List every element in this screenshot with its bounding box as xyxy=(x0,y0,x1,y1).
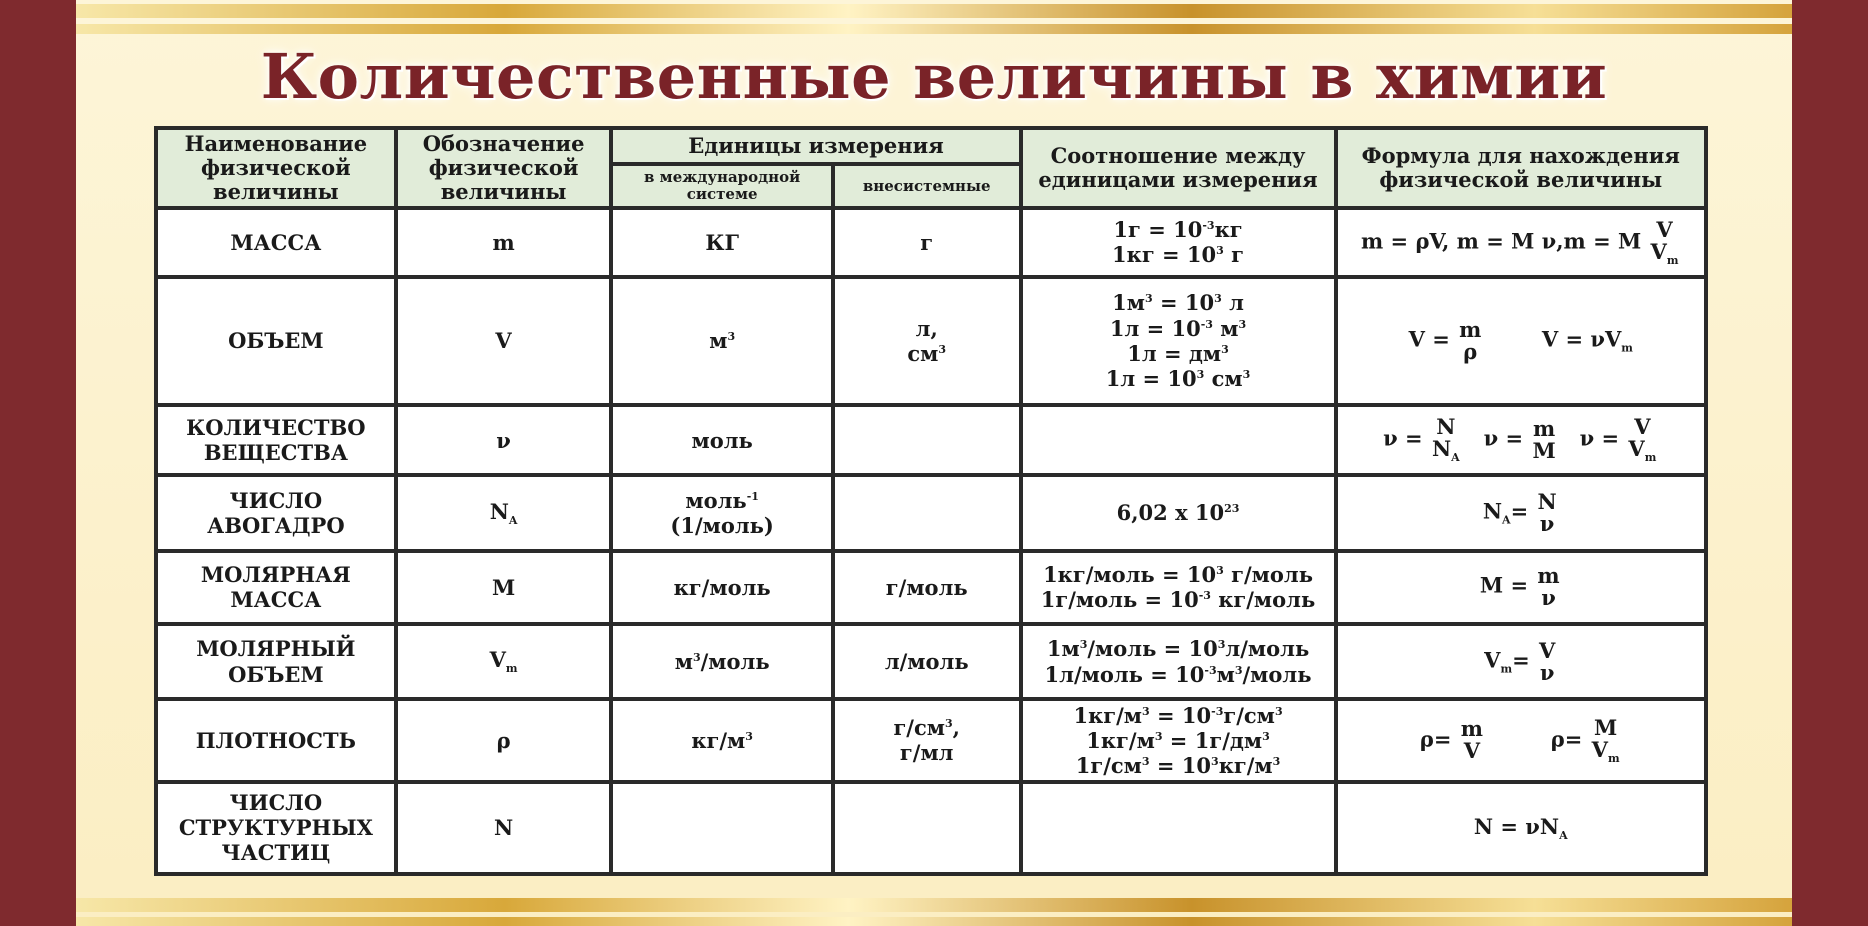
row-relation: $1г = 10^{-3}кг$ $1кг = 10^3$ г xyxy=(1021,208,1336,276)
row-relation: $1кг/м^3 = 10^{-3}г/см^3$ $1кг/м^3 = 1г/дм^3$ $1г/см^3 = 10^3кг/м^3$ xyxy=(1021,699,1336,781)
row-formula: m = ρV, m = M ν,m = M V $V_m$ xyxy=(1336,208,1706,276)
row-name: ОБЪЕМ xyxy=(156,277,396,406)
row-formula: $N_A=$ N ν xyxy=(1336,475,1706,550)
bottom-gold-stripe xyxy=(76,898,1792,912)
row-nonsi-line1: л, xyxy=(915,315,938,341)
row-name-line: ЧИСЛО xyxy=(229,487,323,513)
row-name-line: ОБЪЕМ xyxy=(228,661,324,687)
row-symbol: N xyxy=(396,782,612,874)
header-units-nonsi: внесистемные xyxy=(833,164,1021,208)
row-relation: 6,02 x $10^{23}$ xyxy=(1021,475,1336,550)
row-name-line: ЧИСЛО xyxy=(229,790,323,815)
header-relation: Соотношение между единицами измерения xyxy=(1021,128,1336,208)
row-relation: $1м^3$/моль = $10^3л$/моль 1л/моль = $10^{-3}м^3$/моль xyxy=(1021,624,1336,699)
table-row xyxy=(156,277,1706,406)
row-symbol: ν xyxy=(396,405,612,475)
row-si: кг/моль xyxy=(611,551,832,624)
row-nonsi: л, $см^3$ xyxy=(833,277,1021,406)
row-formula: M = m ν xyxy=(1336,551,1706,624)
row-relation xyxy=(1021,782,1336,874)
row-name xyxy=(156,624,396,699)
header-row xyxy=(156,128,1706,164)
row-si xyxy=(611,782,832,874)
row-name-line: ЧАСТИЦ xyxy=(221,840,331,866)
row-si: моль xyxy=(611,405,832,475)
row-symbol: $N_A$ xyxy=(396,475,612,550)
row-si: $м^3$/моль xyxy=(611,624,832,699)
row-name-line: МАССА xyxy=(230,587,322,613)
row-relation: 1кг/моль = $10^3$ г/моль 1г/моль = $10^{-3}$ кг/моль xyxy=(1021,551,1336,624)
row-nonsi: $г/см^3$, г/мл xyxy=(833,699,1021,781)
row-name xyxy=(156,551,396,624)
row-formula: $V_m=$ V ν xyxy=(1336,624,1706,699)
row-name: ПЛОТНОСТЬ xyxy=(156,699,396,781)
quantities-table xyxy=(154,126,1708,876)
row-nonsi: г/моль xyxy=(833,551,1021,624)
table-row xyxy=(156,699,1706,781)
row-si-line2: (1/моль) xyxy=(670,513,774,539)
row-nonsi: л/моль xyxy=(833,624,1021,699)
row-nonsi xyxy=(833,405,1021,475)
row-relation xyxy=(1021,405,1336,475)
table-row xyxy=(156,208,1706,276)
row-relation: $1м^3 = 10^3$ л $1л = 10^{-3}$ $м^3$ $1л = дм^3$ $1л = 10^3$ $см^3$ xyxy=(1021,277,1336,406)
poster-title: Количественные величины в химии xyxy=(260,40,1608,113)
row-symbol: m xyxy=(396,208,612,276)
row-name-line: МОЛЯРНАЯ xyxy=(200,562,351,588)
row-name-line: КОЛИЧЕСТВО xyxy=(186,415,366,441)
row-nonsi-line2: г/мл xyxy=(899,740,954,766)
row-si: $кг/м^3$ xyxy=(611,699,832,781)
row-si: $м^3$ xyxy=(611,277,832,406)
table-row xyxy=(156,475,1706,550)
header-symbol: Обозначение физической величины xyxy=(396,128,612,208)
table-row xyxy=(156,551,1706,624)
row-name-line: АВОГАДРО xyxy=(207,513,345,539)
top-gold-stripe-2 xyxy=(76,24,1792,34)
row-name xyxy=(156,475,396,550)
row-name xyxy=(156,405,396,475)
row-nonsi xyxy=(833,782,1021,874)
row-symbol: ρ xyxy=(396,699,612,781)
bottom-gold-stripe-2 xyxy=(76,917,1792,926)
row-nonsi: г xyxy=(833,208,1021,276)
row-formula: V = m ρ $V = \nu V_m$ xyxy=(1336,277,1706,406)
row-formula: ν = N $N_A$ ν = m M ν = V $V_m$ xyxy=(1336,405,1706,475)
row-si: КГ xyxy=(611,208,832,276)
right-border xyxy=(1792,0,1868,926)
row-name xyxy=(156,782,396,874)
row-name: МАССА xyxy=(156,208,396,276)
row-name-line: СТРУКТУРНЫХ xyxy=(178,815,373,841)
row-formula: ρ= m V ρ= M $V_m$ xyxy=(1336,699,1706,781)
row-nonsi xyxy=(833,475,1021,550)
header-name: Наименование физической величины xyxy=(156,128,396,208)
table-row xyxy=(156,405,1706,475)
row-name-line: ВЕЩЕСТВА xyxy=(203,440,348,466)
header-units: Единицы измерения xyxy=(611,128,1020,164)
row-formula: $N = \nu N_A$ xyxy=(1336,782,1706,874)
table-row xyxy=(156,624,1706,699)
header-formula: Формула для нахождения физической величины xyxy=(1336,128,1706,208)
row-si: моль$^{-1}$ (1/моль) xyxy=(611,475,832,550)
top-gold-stripe xyxy=(76,4,1792,18)
table-row xyxy=(156,782,1706,874)
row-symbol: V xyxy=(396,277,612,406)
row-name-line: МОЛЯРНЫЙ xyxy=(196,636,356,662)
row-symbol: M xyxy=(396,551,612,624)
row-symbol: $V_m$ xyxy=(396,624,612,699)
left-border xyxy=(0,0,76,926)
header-units-si: в международной системе xyxy=(611,164,832,208)
